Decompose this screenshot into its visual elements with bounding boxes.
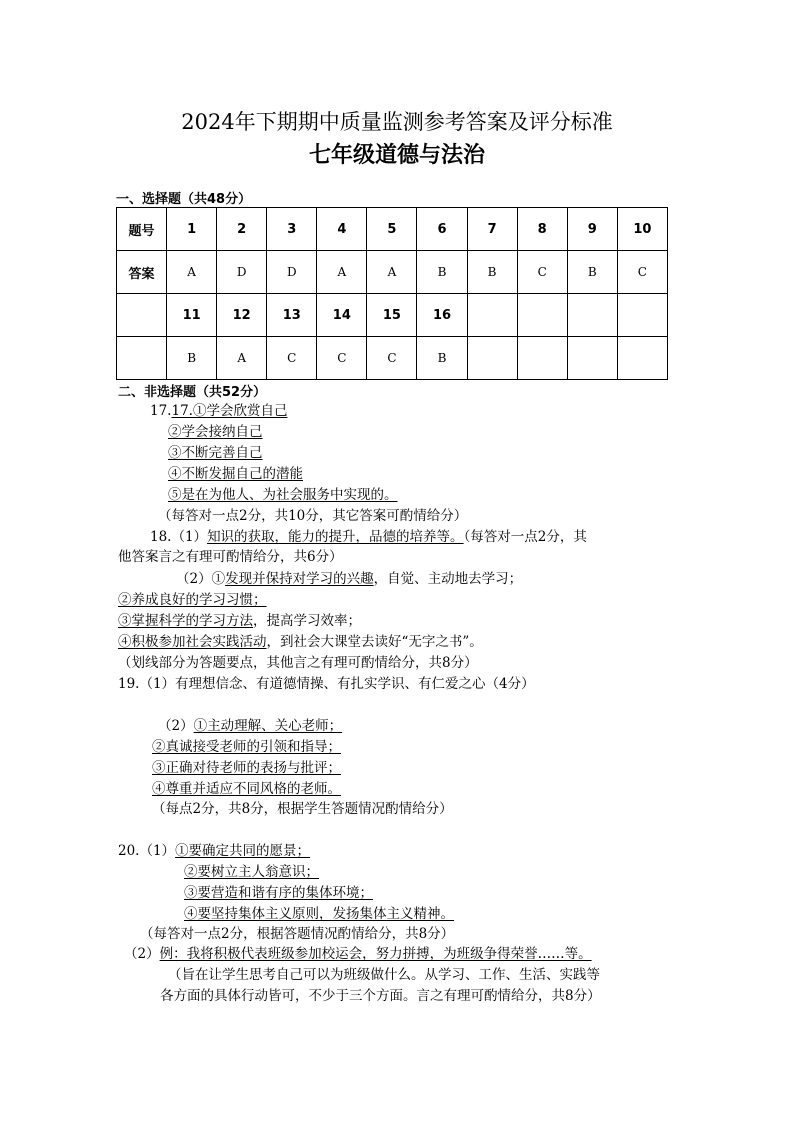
question-number: 12 [217,294,267,337]
question-number: 3 [267,208,317,251]
q19-note: （每点2分，共8分，根据学生答题情况酌情给分） [152,801,453,817]
answer-letter: B [167,337,217,380]
q20-p1-answer-2: ②要树立主人翁意识； [184,864,319,880]
question-number: 1 [167,208,217,251]
q19-part1: 19.（1）有理想信念、有道德情操、有扎实学识、有仁爱之心（4分） [118,676,535,692]
q17-note: （每答对一点2分，共10分，其它答案可酌情给分） [158,508,468,524]
question-number [517,294,567,337]
question-number: 11 [167,294,217,337]
q18-p1-key: 知识的获取，能力的提升，品德的培养等。 [207,529,464,545]
q20-p2-note-line2: 各方面的具体行动皆可，不少于三个方面。言之有理可酌情给分，共8分） [160,988,601,1004]
q20-p1-note: （每答对一点2分，根据答题情况酌情给分，共8分） [140,926,455,942]
q19-p2-answer-4: ④尊重并适应不同风格的老师。 [152,781,341,797]
table-row [117,337,668,380]
q18-p2-line3 [118,611,361,631]
question-number: 14 [317,294,367,337]
q20-p1-prefix: 20.（1） [118,843,176,859]
q18-p2-key: 发现并保持对学习的兴趣 [225,571,374,587]
q18-part1 [150,527,587,547]
q18-p2-line2: ②养成良好的学习习惯； [118,592,267,608]
q19-p2-answer-3: ③正确对待老师的表扬与批评； [152,760,341,776]
answer-letter: C [517,251,567,294]
answer-letter: B [467,251,517,294]
empty-cell [117,337,167,380]
question-number: 9 [567,208,617,251]
q19-p2-prefix: （2） [158,718,194,734]
question-number [617,294,667,337]
question-number: 16 [417,294,467,337]
question-number [467,294,517,337]
q18-p1-rest: （每答对一点2分，其 [463,529,587,545]
q17-line-1 [150,401,287,421]
q20-p1-answer-4: ④要坚持集体主义原则，发扬集体主义精神。 [184,906,454,922]
q19-p2-answer-2: ②真诚接受老师的引领和指导； [152,739,341,755]
answer-letter: B [567,251,617,294]
question-number: 8 [517,208,567,251]
q18-p2-l3-rest: ，提高学习效率； [253,613,361,629]
q18-p2-l4-rest: ，到社会大课堂去读好“无字之书”。 [266,634,483,650]
q20-p2-note-line1: （旨在让学生思考自己可以为班级做什么。从学习、工作、生活、实践等 [168,967,600,983]
question-number: 6 [417,208,467,251]
answer-letter: B [417,337,467,380]
q18-p2-l3-key: ③掌握科学的学习方法 [118,613,253,629]
answer-letter: C [267,337,317,380]
q18-part2 [176,569,522,589]
answer-letter: A [367,251,417,294]
empty-cell [117,294,167,337]
q20-p2-prefix: （2） [124,946,160,962]
q18-p1-line2: 他答案言之有理可酌情给分，共6分） [118,549,343,565]
answer-table [116,207,668,380]
question-number: 15 [367,294,417,337]
q18-p2-prefix: （2）① [176,571,226,587]
answer-letter [617,337,667,380]
q17-answer-2: ②学会接纳自己 [168,424,263,440]
q17-answer-4: ④不断发掘自己的潜能 [168,466,303,482]
answer-letter: C [617,251,667,294]
q19-p2-answer-1: ①主动理解、关心老师； [193,718,343,734]
q20-p1-answer-3: ③要营造和谐有序的集体环境； [184,885,373,901]
answer-letter: A [167,251,217,294]
row-label-question: 题号 [117,208,167,251]
table-row [117,251,668,294]
q20-p1-answer-1: ①要确定共同的愿景； [175,843,311,859]
q17-answer-3: ③不断完善自己 [168,445,263,461]
answer-letter: B [417,251,467,294]
section1-heading: 一、选择题（共48分） [116,192,252,207]
question-number: 4 [317,208,367,251]
q20-part1-line1 [118,841,310,861]
table-row [117,294,668,337]
q17-answer-5: ⑤是在为他人、为社会服务中实现的。 [168,487,398,503]
q17-answer-1: 17.①学会欣赏自己 [171,403,288,419]
q18-p2-l4-key: ④积极参加社会实践活动 [118,634,267,650]
question-number: 2 [217,208,267,251]
answer-letter: A [317,251,367,294]
question-number [567,294,617,337]
question-number: 7 [467,208,517,251]
answer-letter: D [267,251,317,294]
question-number: 13 [267,294,317,337]
answer-letter: C [317,337,367,380]
answer-letter: A [217,337,267,380]
answer-letter: D [217,251,267,294]
answer-letter [567,337,617,380]
table-row [117,208,668,251]
answer-letter [467,337,517,380]
answer-letter [517,337,567,380]
question-number: 10 [617,208,667,251]
q20-part2 [124,944,592,964]
q18-note: （划线部分为答题要点，其他言之有理可酌情给分，共8分） [118,655,478,671]
question-number: 5 [367,208,417,251]
q18-p1-prefix: 18.（1） [150,529,208,545]
answer-letter: C [367,337,417,380]
q19-part2-line1 [158,716,342,736]
page-title: 2024年下期期中质量监测参考答案及评分标准 [181,110,613,134]
q17-number: 17. [150,403,172,419]
q18-p2-rest: ，自觉、主动地去学习； [373,571,523,587]
q20-p2-example: 例：我将积极代表班级参加校运会，努力拼搏，为班级争得荣誉……等。 [159,946,592,962]
q18-p2-line4 [118,632,483,652]
section2-heading: 二、非选择题（共52分） [118,385,267,400]
page-subtitle: 七年级道德与法治 [308,142,485,168]
row-label-answer: 答案 [117,251,167,294]
